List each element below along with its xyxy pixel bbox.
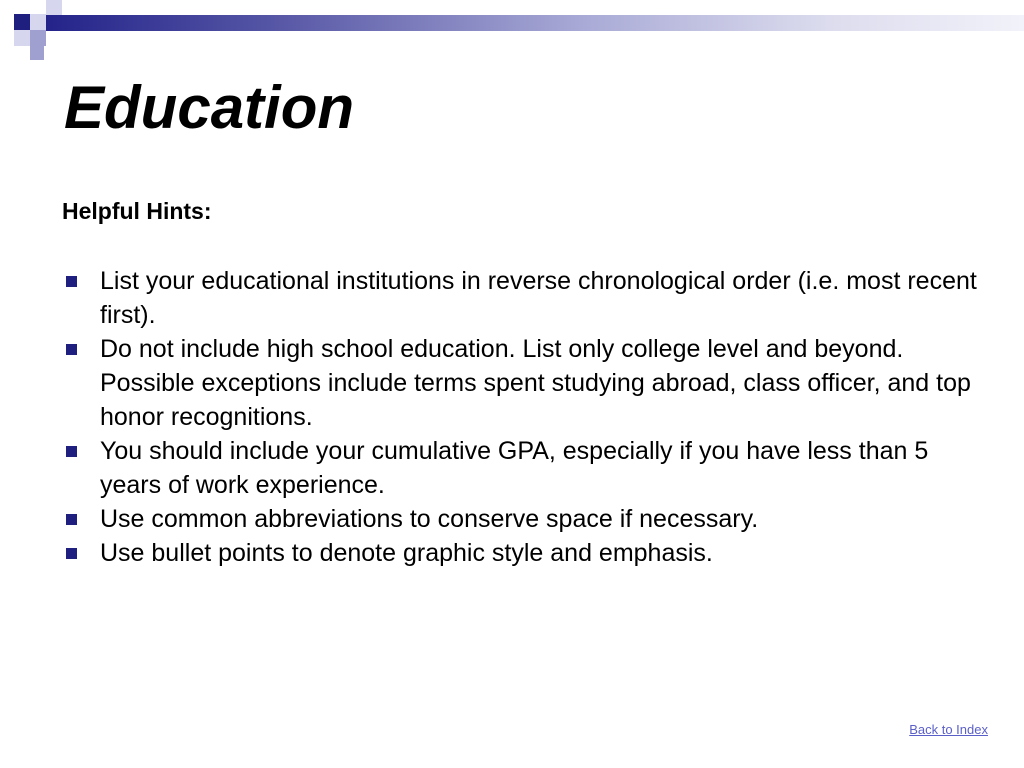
square-bullet-icon xyxy=(66,276,77,287)
list-item xyxy=(62,536,992,570)
decor-square-pale xyxy=(30,14,46,30)
hint-text: Use bullet points to denote graphic style and emphasis. xyxy=(100,539,713,567)
list-item xyxy=(62,434,992,502)
header-gradient-bar xyxy=(46,15,1024,31)
hints-list xyxy=(62,264,992,570)
decor-square-pale xyxy=(14,30,30,46)
hint-text: List your educational institutions in reverse chronological order (i.e. most recent first). xyxy=(100,267,977,329)
decor-square-pale xyxy=(46,0,62,16)
helpful-hints-heading: Helpful Hints: xyxy=(62,198,212,224)
decor-square-navy xyxy=(14,14,30,30)
hint-text: You should include your cumulative GPA, especially if you have less than 5 years of work experience. xyxy=(100,437,929,499)
list-item xyxy=(62,264,992,332)
square-bullet-icon xyxy=(66,446,77,457)
back-to-index-link[interactable]: Back to Index xyxy=(909,722,988,737)
corner-decoration xyxy=(0,0,80,64)
square-bullet-icon xyxy=(66,548,77,559)
decor-square-lavender xyxy=(30,46,44,60)
square-bullet-icon xyxy=(66,514,77,525)
list-item xyxy=(62,332,992,434)
decor-square-lavender xyxy=(30,30,46,46)
slide-title: Education xyxy=(64,74,355,141)
square-bullet-icon xyxy=(66,344,77,355)
list-item xyxy=(62,502,992,536)
hint-text: Use common abbreviations to conserve space if necessary. xyxy=(100,505,759,533)
hint-text: Do not include high school education. List only college level and beyond. Possible exceptions include terms spent studying abroad, class officer, and top honor recognitions. xyxy=(100,335,971,431)
